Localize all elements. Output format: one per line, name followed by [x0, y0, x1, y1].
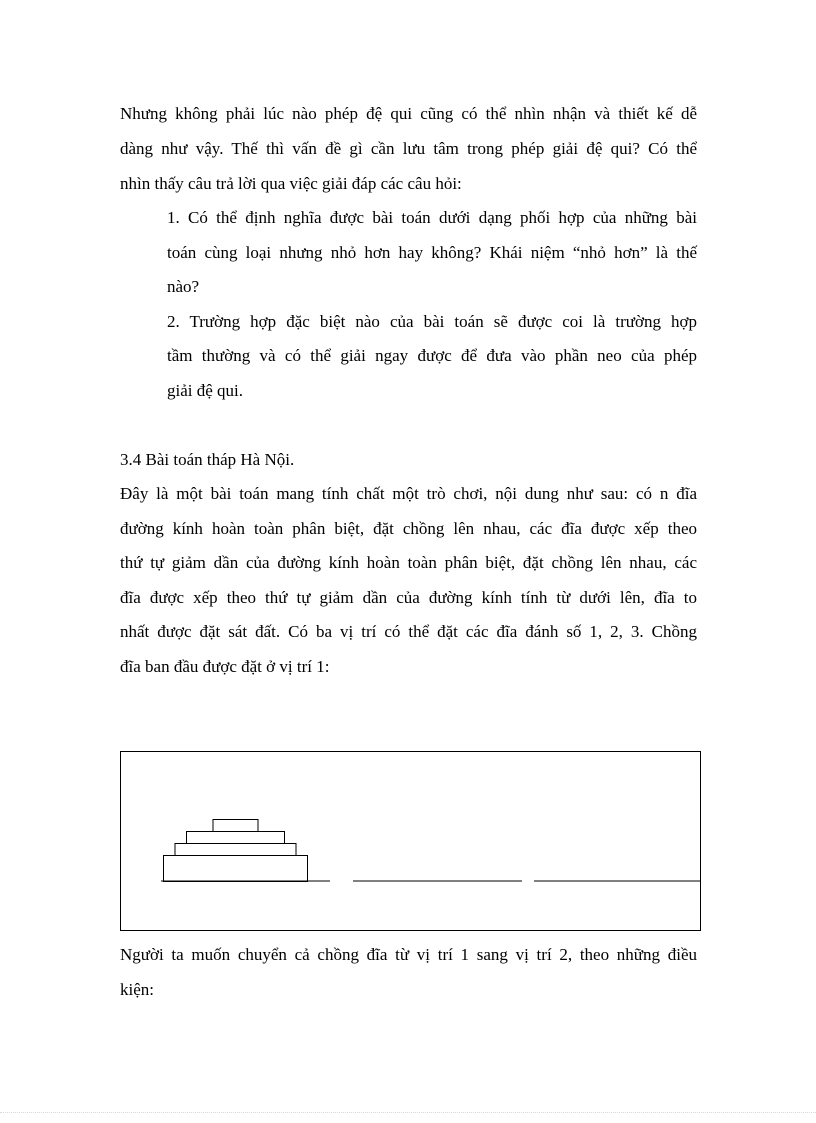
hanoi-diagram — [121, 752, 702, 932]
section-line-6: đĩa ban đầu được đặt ở vị trí 1: — [120, 657, 330, 676]
intro-line-3: nhìn thấy câu trả lời qua việc giải đáp các câu hỏi: — [120, 174, 462, 193]
disk-3 — [187, 832, 285, 844]
question-1-line-2: toán cùng loại nhưng nhỏ hơn hay không? Khái niệm “nhỏ hơn” là thế — [167, 243, 697, 262]
question-2-line-3: giải đệ qui. — [167, 381, 244, 400]
disk-2 — [175, 844, 296, 856]
intro-line-2: dàng như vậy. Thế thì vấn đề gì cần lưu tâm trong phép giải đệ qui? Có thể — [120, 139, 697, 158]
disk-4 — [213, 820, 258, 832]
section-line-4: đĩa được xếp theo thứ tự giảm dần của đường kính tính từ dưới lên, đĩa to — [120, 588, 697, 607]
section-line-5: nhất được đặt sát đất. Có ba vị trí có thể đặt các đĩa đánh số 1, 2, 3. Chồng — [120, 622, 697, 641]
section-line-3: thứ tự giảm dần của đường kính hoàn toàn phân biệt, đặt chồng lên nhau, các — [120, 553, 697, 572]
after-figure-line-1: Người ta muốn chuyển cả chồng đĩa từ vị trí 1 sang vị trí 2, theo những điều — [120, 945, 697, 964]
page-bottom-rule — [0, 1112, 816, 1113]
intro-line-1: Nhưng không phải lúc nào phép đệ qui cũng có thể nhìn nhận và thiết kế dễ — [120, 104, 697, 123]
hanoi-figure — [120, 751, 701, 931]
section-heading: 3.4 Bài toán tháp Hà Nội. — [120, 450, 295, 469]
question-1-line-1: 1. Có thể định nghĩa được bài toán dưới dạng phối hợp của những bài — [167, 208, 697, 227]
after-figure-line-2: kiện: — [120, 980, 154, 999]
section-line-2: đường kính hoàn toàn phân biệt, đặt chồng lên nhau, các đĩa được xếp theo — [120, 519, 697, 538]
question-2-line-1: 2. Trường hợp đặc biệt nào của bài toán sẽ được coi là trường hợp — [167, 312, 697, 331]
section-line-1: Đây là một bài toán mang tính chất một trò chơi, nội dung như sau: có n đĩa — [120, 484, 697, 503]
disk-1 — [164, 856, 308, 882]
question-1-line-3: nào? — [167, 277, 200, 296]
question-2-line-2: tầm thường và có thể giải ngay được để đưa vào phần neo của phép — [167, 346, 697, 365]
